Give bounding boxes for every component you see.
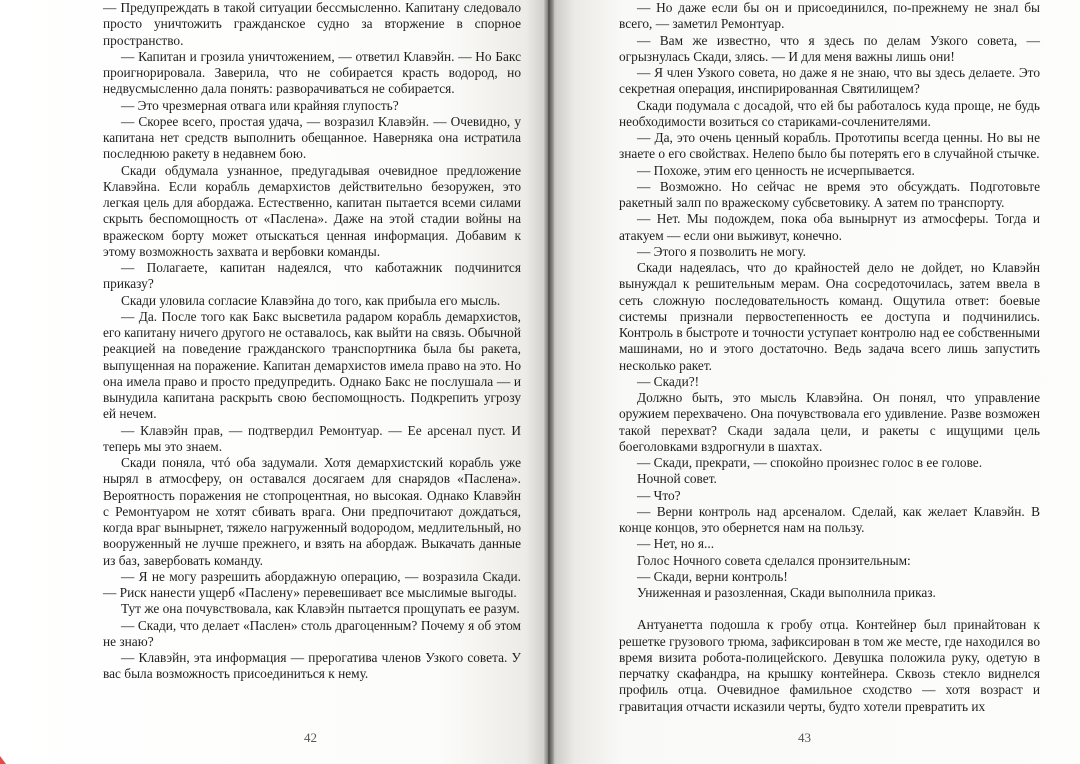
paragraph: Скади поняла, чтó оба задумали. Хотя демархистский корабль уже нырял в атмосферу, он оставался досягаем для снарядов «Паслена». Вероятность поражения не стопроцентная, но высокая. Однако Клавэйн с Ремонтуаром не хотят сбивать врага. Они предпочитают дождаться, когда враг вынырнет, тяжело нагруженный водородом, медлительный, но вооруженный не лучше прежнего, и взять на абордаж. Выкачать данные из баз, завербовать команду. — [103, 455, 521, 568]
right-page-text — [619, 0, 1040, 715]
paragraph: Скади обдумала узнанное, предугадывая очевидное предложение Клавэйна. Если корабль демархистов действительно безоружен, это легкая цель для абордажа. Естественно, капитан пытается всеми силами скрыть беспомощность от «Паслена». Даже на этой стадии войны на вражеском борту может отыскаться ценная информация. Добавим к этому возможность захвата и вербовки команды. — [103, 162, 521, 259]
paragraph: Скади уловила согласие Клавэйна до того, как прибыла его мысль. — [121, 292, 501, 308]
right-page — [548, 0, 1080, 764]
paragraph: — Капитан и грозила уничтожением, — ответил Клавэйн. — Но Бакс проигнорировала. Заверила, что не собирается красть водород, но недвусмысленно дала понять: разворачиваться не собирается. — [103, 48, 521, 97]
paragraph: — Верни контроль над арсеналом. Сделай, как желает Клавэйн. В конце концов, это обернется нам на пользу. — [619, 503, 1040, 535]
paragraph: Скади подумала с досадой, что ей бы работалось куда проще, не будь необходимости возиться со стариками-сочленителями. — [619, 97, 1040, 129]
paragraph: — Я не могу разрешить абордажную операцию, — возразила Скади. — Риск нанести ущерб «Паслену» перевешивает все мыслимые выгоды. — [103, 568, 521, 600]
section-break — [619, 601, 1040, 617]
paragraph: — Клавэйн прав, — подтвердил Ремонтуар. — Ее арсенал пуст. И теперь мы это знаем. — [103, 422, 521, 454]
paragraph: — Возможно. Но сейчас не время это обсуждать. Подготовьте ракетный залп по вражескому субсветовику. А затем по транспорту. — [619, 178, 1040, 210]
paragraph: — Этого я позволить не могу. — [637, 243, 806, 259]
paragraph: Ночной совет. — [637, 471, 717, 487]
paragraph: — Я член Узкого совета, но даже я не знаю, что вы здесь делаете. Это секретная операция, инспирированная Святилищем? — [619, 65, 1040, 97]
paragraph: — Скорее всего, простая удача, — возразил Клавэйн. — Очевидно, у капитана нет средств выполнить обещанное. Наверняка она истратила последнюю ракету в недавнем бою. — [103, 113, 521, 162]
paragraph: — Да. После того как Бакс высветила радаром корабль демархистов, его капитану ничего другого не оставалось, как выйти на связь. Обычной реакцией на поведение гражданского транспортника была бы ракета, выпущенная на поражение. Капитан демархистов имела право на это. Но она имела право и просто предупредить. Однако Бакс не послушала — и вынудила капитана раскрыть свою беспомощность. Подкрепить угрозу ей нечем. — [103, 308, 521, 422]
paragraph: — Что? — [637, 487, 681, 503]
paragraph: Голос Ночного совета сделался пронзительным: — [637, 552, 911, 568]
left-page-text — [103, 0, 521, 683]
paragraph: Должно быть, это мысль Клавэйна. Он понял, что управление оружием перехвачено. Она почувствовала его удивление. Разве возможен такой перехват? Скади задала цели, и ракеты с ищущими цель боеголовками вздрогнули в шахтах. — [619, 390, 1040, 454]
paragraph: — Скади, что делает «Паслен» столь драгоценным? Почему я об этом не знаю? — [103, 617, 521, 649]
page-number-right: 43 — [798, 730, 811, 745]
paragraph: — Скади, верни контроль! — [637, 568, 788, 584]
paragraph: — Предупреждать в такой ситуации бессмысленно. Капитану следовало просто уничтожить гражданское судно за вторжение в спорное пространство. — [103, 0, 521, 48]
paragraph: — Это чрезмерная отвага или крайняя глупость? — [121, 97, 399, 113]
paragraph: — Но даже если бы он и присоединился, по-прежнему не знал бы всего, — заметил Ремонтуар. — [619, 0, 1040, 32]
paragraph: Антуанетта подошла к гробу отца. Контейнер был принайтован к решетке грузового трюма, зафиксирован в том же месте, где находился во время визита робота-полицейского. Девушка положила руку, одетую в перчатку скафандра, на крышку контейнера. Сквозь стекло виднелся профиль отца. Очевидное фамильное сходство — хотя возраст и гравитация отчасти исказили черты, будто хотели превратить их — [619, 617, 1040, 714]
paragraph: Униженная и разозленная, Скади выполнила приказ. — [637, 585, 936, 600]
paragraph: — Да, это очень ценный корабль. Прототипы всегда ценны. Но вы не знаете о его свойствах. Нелепо было бы потерять его в случайной стычке. — [619, 130, 1040, 162]
paragraph: Скади надеялась, что до крайностей дело не дойдет, но Клавэйн вынуждал к решительным мерам. Она сосредоточилась, затем ввела в сеть сложную последовательность команд. Ощутила ответ: боевые системы признали первостепенность ее доступа и подчинились. Контроль в быстроте и точности уступает контролю над ее собственными машинами, но и этого достаточно. Ведь задача всего лишь запустить несколько ракет. — [619, 260, 1040, 373]
paragraph: Тут же она почувствовала, как Клавэйн пытается прощупать ее разум. — [121, 601, 520, 617]
corner-mark — [0, 756, 6, 764]
paragraph: — Скади, прекрати, — спокойно произнес голос в ее голове. — [637, 455, 983, 470]
paragraph: — Скади?! — [637, 373, 700, 389]
paragraph: — Вам же известно, что я здесь по делам Узкого совета, — огрызнулась Скади, злясь. — И для меня важны лишь они! — [619, 32, 1040, 64]
paragraph: — Похоже, этим его ценность не исчерпывается. — [637, 162, 915, 178]
paragraph: — Нет. Мы подождем, пока оба вынырнут из атмосферы. Тогда и атакуем — если они выживут, конечно. — [619, 211, 1040, 243]
book-gutter — [544, 0, 554, 764]
paragraph: — Полагаете, капитан надеялся, что каботажник подчинится приказу? — [103, 260, 521, 292]
paragraph: — Нет, но я... — [637, 536, 715, 552]
paragraph: — Клавэйн, эта информация — прерогатива членов Узкого совета. У вас была возможность присоединиться к нему. — [103, 650, 521, 682]
page-number-left: 42 — [304, 730, 317, 745]
